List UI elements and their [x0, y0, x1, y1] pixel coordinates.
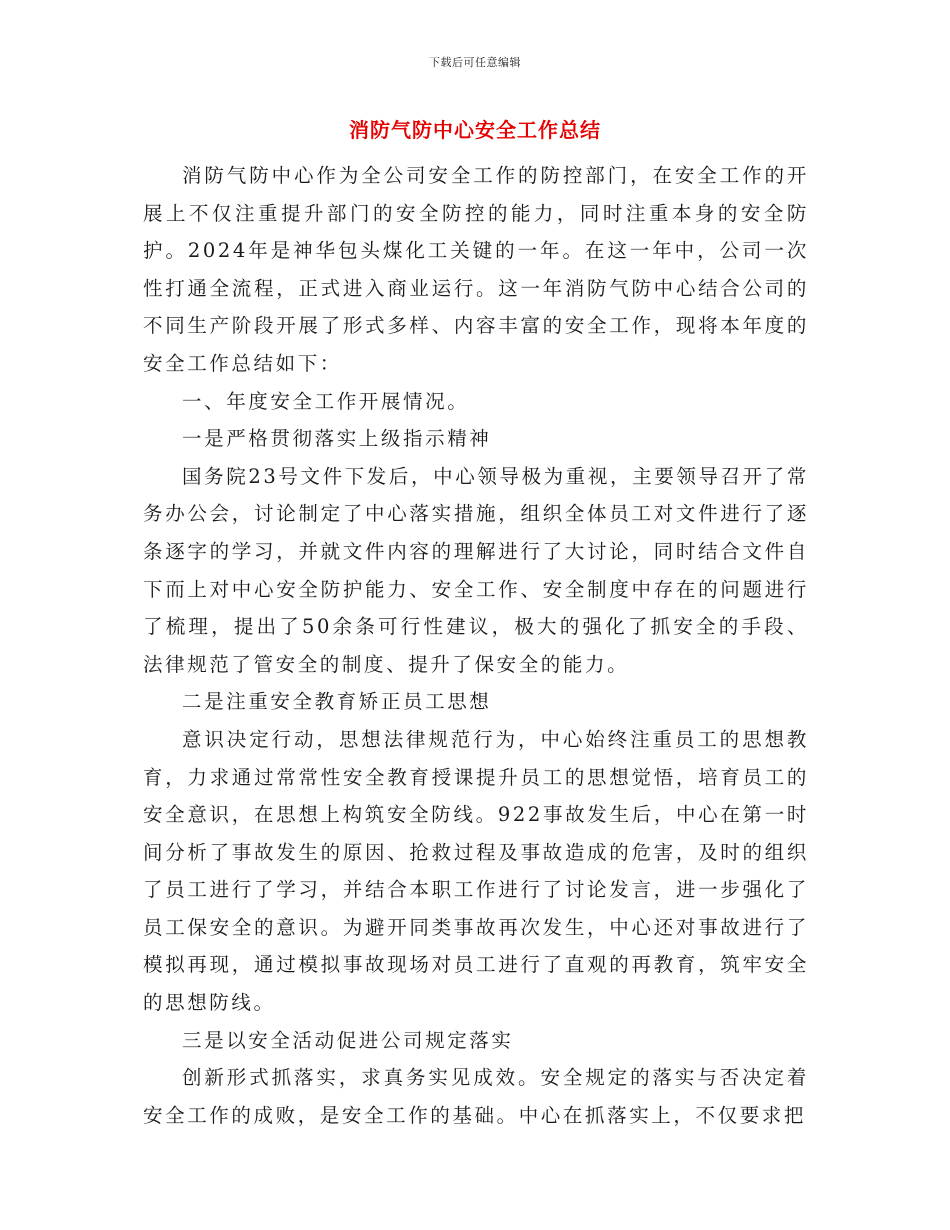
- subheading-2: 二是注重安全教育矫正员工思想: [182, 690, 492, 714]
- paragraph-1: 国务院23号文件下发后，中心领导极为重视，主要领导召开了常务办公会，讨论制定了中心落实措施，组织全体员工对文件进行了逐条逐字的学习，并就文件内容的理解进行了大讨论，同时结合文件自下而上对中心安全防护能力、安全工作、安全制度中存在的问题进行了梳理，提出了50余条可行性建议，极大的强化了抓安全的手段、法律规范了管安全的制度、提升了保安全的能力。: [143, 464, 809, 676]
- document-title: 消防气防中心安全工作总结: [349, 118, 601, 142]
- page-header-note: 下载后可任意编辑: [429, 56, 521, 69]
- subheading-3: 三是以安全活动促进公司规定落实: [182, 1028, 514, 1052]
- paragraph-intro: 消防气防中心作为全公司安全工作的防控部门，在安全工作的开展上不仅注重提升部门的安全防控的能力，同时注重本身的安全防护。2024年是神华包头煤化工关键的一年。在这一年中，公司一次性打通全流程，正式进入商业运行。这一年消防气防中心结合公司的不同生产阶段开展了形式多样、内容丰富的安全工作，现将本年度的安全工作总结如下：: [143, 164, 809, 375]
- paragraph-3: 创新形式抓落实，求真务实见成效。安全规定的落实与否决定着安全工作的成败，是安全工作的基础。中心在抓落实上，不仅要求把: [143, 1066, 809, 1127]
- document-body: [143, 157, 809, 1134]
- section-heading-1: 一、年度安全工作开展情况。: [182, 389, 470, 413]
- paragraph-2: 意识决定行动，思想法律规范行为，中心始终注重员工的思想教育，力求通过常常性安全教育授课提升员工的思想觉悟，培育员工的安全意识，在思想上构筑安全防线。922事故发生后，中心在第一时间分析了事故发生的原因、抢救过程及事故造成的危害，及时的组织了员工进行了学习，并结合本职工作进行了讨论发言，进一步强化了员工保安全的意识。为避开同类事故再次发生，中心还对事故进行了模拟再现，通过模拟事故现场对员工进行了直观的再教育，筑牢安全的思想防线。: [143, 727, 809, 1015]
- subheading-1: 一是严格贯彻落实上级指示精神: [182, 427, 492, 451]
